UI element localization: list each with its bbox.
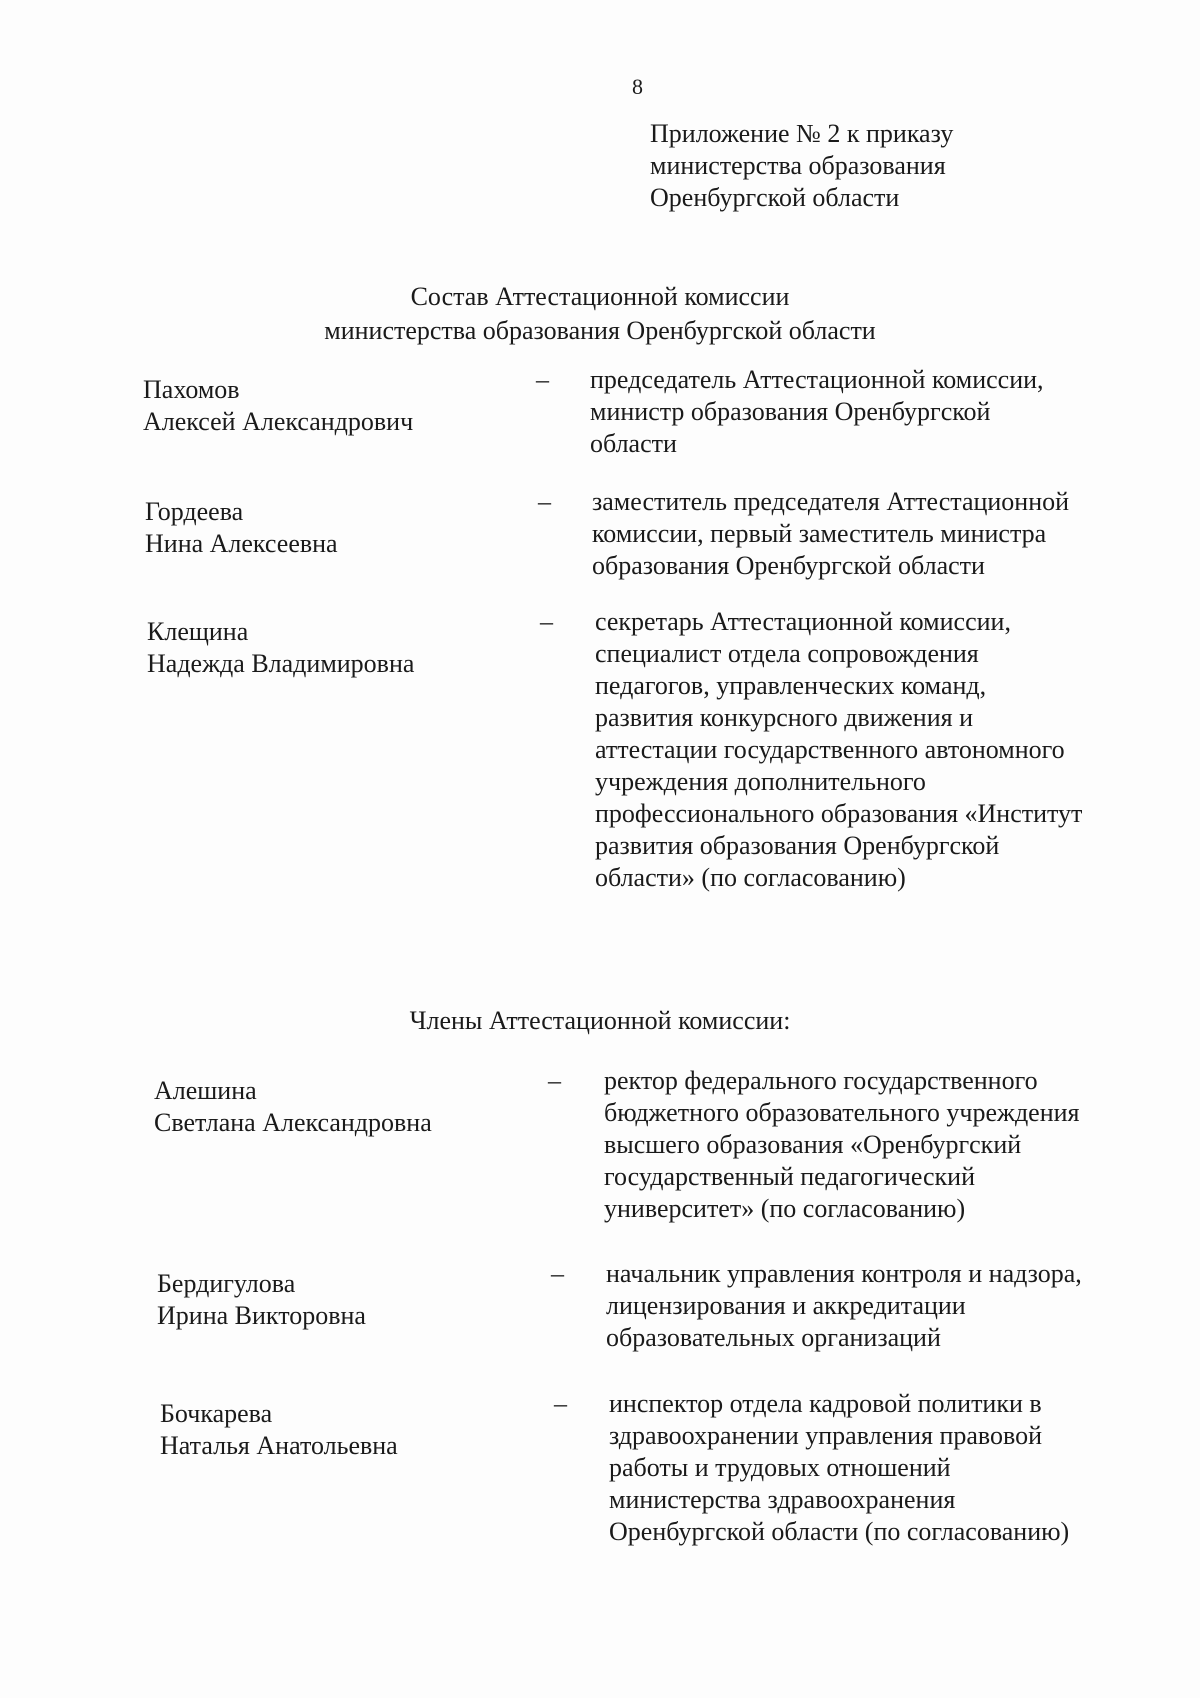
member-given-names: Светлана Александровна [154, 1108, 432, 1137]
member-given-names: Наталья Анатольевна [160, 1431, 398, 1460]
role-line: высшего образования «Оренбургский [604, 1130, 1022, 1159]
role-line: педагогов, управленческих команд, [595, 671, 987, 700]
member-given-names: Алексей Александрович [143, 407, 414, 436]
page-number: 8 [632, 74, 643, 99]
role-line: бюджетного образовательного учреждения [604, 1098, 1080, 1127]
member-given-names: Надежда Владимировна [147, 649, 415, 678]
members-heading: Члены Аттестационной комиссии: [409, 1006, 791, 1035]
role-line: области» (по согласованию) [595, 863, 906, 892]
role-line: образования Оренбургской области [592, 551, 985, 580]
role-line: специалист отдела сопровождения [595, 639, 979, 668]
role-line: заместитель председателя Аттестационной [592, 487, 1070, 516]
member-name [143, 374, 413, 438]
document-title [0, 280, 1200, 348]
role-line: председатель Аттестационной комиссии, [590, 365, 1044, 394]
member-name [157, 1268, 366, 1332]
role-line: государственный педагогический [604, 1162, 976, 1191]
separator-dash: – [551, 1259, 564, 1288]
role-line: начальник управления контроля и надзора, [606, 1259, 1082, 1288]
role-line: Оренбургской области (по согласованию) [609, 1517, 1070, 1546]
member-name [154, 1075, 432, 1139]
role-line: министерства здравоохранения [609, 1485, 956, 1514]
member-surname: Бердигулова [157, 1269, 296, 1298]
role-line: аттестации государственного автономного [595, 735, 1065, 764]
role-line: развития конкурсного движения и [595, 703, 973, 732]
title-line: министерства образования Оренбургской области [324, 316, 876, 345]
separator-dash: – [536, 365, 549, 394]
separator-dash: – [538, 487, 551, 516]
member-surname: Гордеева [145, 497, 244, 526]
role-line: комиссии, первый заместитель министра [592, 519, 1047, 548]
member-name [160, 1398, 398, 1462]
role-line: работы и трудовых отношений [609, 1453, 951, 1482]
member-role [595, 606, 1140, 894]
appendix-note [650, 118, 953, 214]
role-line: развития образования Оренбургской [595, 831, 1000, 860]
role-line: образовательных организаций [606, 1323, 941, 1352]
role-line: инспектор отдела кадровой политики в [609, 1389, 1042, 1418]
member-surname: Алешина [154, 1076, 257, 1105]
role-line: области [590, 429, 677, 458]
member-role [604, 1065, 1149, 1225]
member-name [147, 616, 414, 680]
member-given-names: Ирина Викторовна [157, 1301, 366, 1330]
member-name [145, 496, 338, 560]
separator-dash: – [548, 1066, 561, 1095]
role-line: секретарь Аттестационной комиссии, [595, 607, 1011, 636]
member-surname: Пахомов [143, 375, 240, 404]
appendix-line: Приложение № 2 к приказу [650, 119, 954, 148]
appendix-line: Оренбургской области [650, 183, 900, 212]
separator-dash: – [554, 1389, 567, 1418]
role-line: здравоохранении управления правовой [609, 1421, 1043, 1450]
role-line: профессионального образования «Институт [595, 799, 1083, 828]
separator-dash: – [540, 607, 553, 636]
member-role [592, 486, 1137, 582]
member-role [606, 1258, 1151, 1354]
member-surname: Бочкарева [160, 1399, 273, 1428]
role-line: университет» (по согласованию) [604, 1194, 966, 1223]
member-role [609, 1388, 1154, 1548]
role-line: учреждения дополнительного [595, 767, 926, 796]
member-role [590, 364, 1135, 460]
appendix-line: министерства образования [650, 151, 946, 180]
member-given-names: Нина Алексеевна [145, 529, 338, 558]
title-line: Состав Аттестационной комиссии [410, 282, 790, 311]
role-line: министр образования Оренбургской [590, 397, 991, 426]
role-line: ректор федерального государственного [604, 1066, 1038, 1095]
member-surname: Клещина [147, 617, 249, 646]
role-line: лицензирования и аккредитации [606, 1291, 966, 1320]
